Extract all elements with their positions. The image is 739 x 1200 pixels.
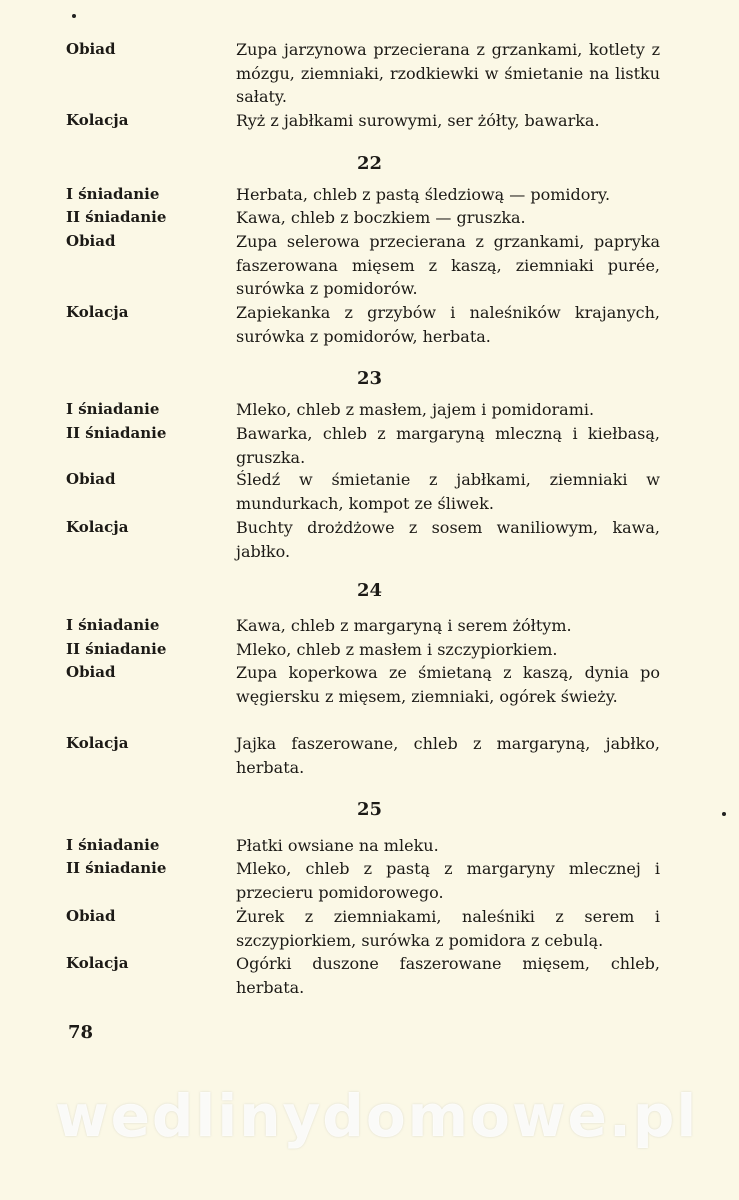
meal-text: Zupa koperkowa ze śmietaną z kaszą, dynia po węgiersku z mięsem, ziemniaki, ogórek świeży. [236,663,660,706]
meal-label: I śniadanie [66,400,160,418]
meal-label: Obiad [66,232,116,250]
meal-text: Herbata, chleb z pastą śledziową — pomidory. [236,185,611,204]
meal-text: Ryż z jabłkami surowymi, ser żółty, bawarka. [236,111,600,130]
meal-text: Ogórki duszone faszerowane mięsem, chleb, herbata. [236,954,660,997]
meal-label: Kolacja [66,518,129,536]
meal-label: I śniadanie [66,836,160,854]
meal-label: Obiad [66,663,116,681]
speck-mark [72,14,76,18]
meal-text: Płatki owsiane na mleku. [236,836,439,855]
meal-label: Kolacja [66,734,129,752]
meal-label: Kolacja [66,111,129,129]
day-heading: 25 [356,799,383,820]
day-heading: 23 [356,368,383,389]
meal-text: Zupa jarzynowa przecierana z grzankami, kotlety z mózgu, ziemniaki, rzodkiewki w śmietanie na listku sałaty. [236,40,660,106]
day-heading: 22 [356,153,383,174]
watermark: wedlinydomowe.pl [55,1082,699,1150]
meal-text: Kawa, chleb z boczkiem — gruszka. [236,208,526,227]
meal-label: Obiad [66,470,116,488]
meal-label: I śniadanie [66,616,160,634]
meal-text: Kawa, chleb z margaryną i serem żółtym. [236,616,572,635]
meal-label: II śniadanie [66,859,167,877]
meal-text: Mleko, chleb z masłem, jajem i pomidorami. [236,400,595,419]
meal-text: Zapiekanka z grzybów i naleśników krajanych, surówka z pomidorów, herbata. [236,303,660,346]
meal-text: Bawarka, chleb z margaryną mleczną i kiełbasą, gruszka. [236,424,660,467]
meal-text: Buchty drożdżowe z sosem waniliowym, kawa, jabłko. [236,518,660,561]
meal-text: Jajka faszerowane, chleb z margaryną, jabłko, herbata. [236,734,660,777]
day-heading: 24 [356,580,383,601]
meal-text: Żurek z ziemniakami, naleśniki z serem i szczypiorkiem, surówka z pomidora z cebulą. [236,907,660,950]
meal-label: I śniadanie [66,185,160,203]
meal-text: Mleko, chleb z pastą z margaryny mlecznej i przecieru pomidorowego. [236,859,660,902]
meal-label: Kolacja [66,303,129,321]
meal-text: Zupa selerowa przecierana z grzankami, papryka faszerowana mięsem z kaszą, ziemniaki purée, surówka z pomidorów. [236,232,660,298]
meal-label: Obiad [66,907,116,925]
meal-label: II śniadanie [66,640,167,658]
meal-text: Mleko, chleb z masłem i szczypiorkiem. [236,640,558,659]
meal-label: Kolacja [66,954,129,972]
meal-label: II śniadanie [66,424,167,442]
meal-text: Śledź w śmietanie z jabłkami, ziemniaki w mundurkach, kompot ze śliwek. [236,470,660,513]
meal-label: II śniadanie [66,208,167,226]
meal-label: Obiad [66,40,116,58]
page-number: 78 [68,1022,94,1043]
